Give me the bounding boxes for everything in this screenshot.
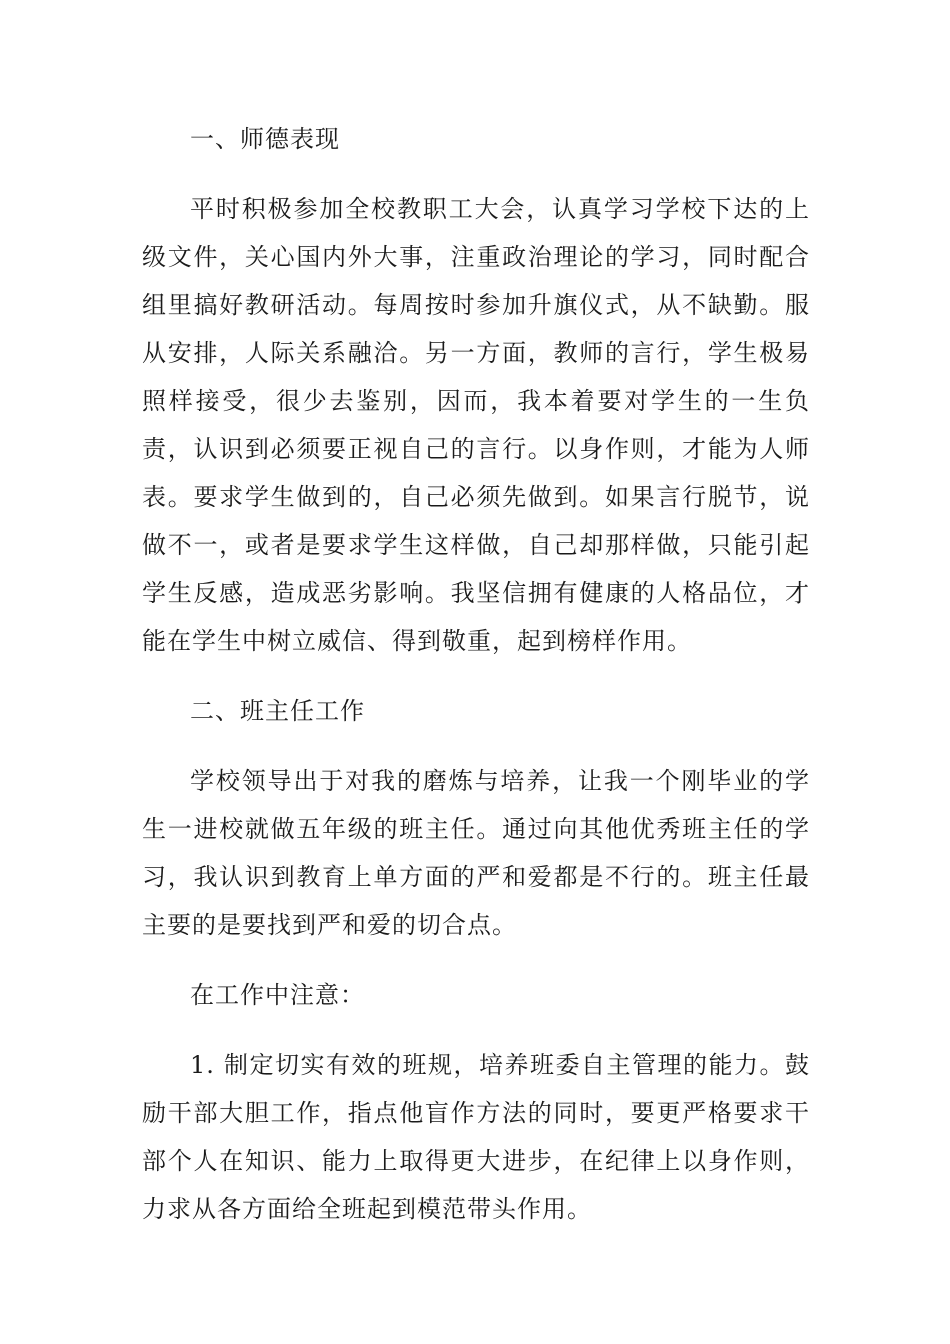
section-heading-class-teacher: 二、班主任工作: [190, 697, 365, 725]
section-heading-ethics: 一、师德表现: [190, 125, 340, 153]
paragraph-class-teacher: 学校领导出于对我的磨炼与培养，让我一个刚毕业的学生一进校就做五年级的班主任。通过向其他优秀班主任的学习，我认识到教育上单方面的严和爱都是不行的。班主任最主要的是要找到严和爱的切合点。: [142, 767, 810, 939]
paragraph-note-intro: 在工作中注意：: [190, 981, 365, 1009]
paragraph-ethics: 平时积极参加全校教职工大会，认真学习学校下达的上级文件，关心国内外大事，注重政治理论的学习，同时配合组里搞好教研活动。每周按时参加升旗仪式，从不缺勤。服从安排，人际关系融洽。另一方面，教师的言行，学生极易照样接受，很少去鉴别，因而，我本着要对学生的一生负责，认识到必须要正视自己的言行。以身作则，才能为人师表。要求学生做到的，自己必须先做到。如果言行脱节，说做不一，或者是要求学生这样做，自己却那样做，只能引起学生反感，造成恶劣影响。我坚信拥有健康的人格品位，才能在学生中树立威信、得到敬重，起到榜样作用。: [142, 195, 810, 655]
document-body: [142, 115, 810, 1233]
paragraph-item-1: 1. 制定切实有效的班规，培养班委自主管理的能力。鼓励干部大胆工作，指点他盲作方法的同时，要更严格要求干部个人在知识、能力上取得更大进步，在纪律上以身作则，力求从各方面给全班起到模范带头作用。: [142, 1051, 810, 1223]
